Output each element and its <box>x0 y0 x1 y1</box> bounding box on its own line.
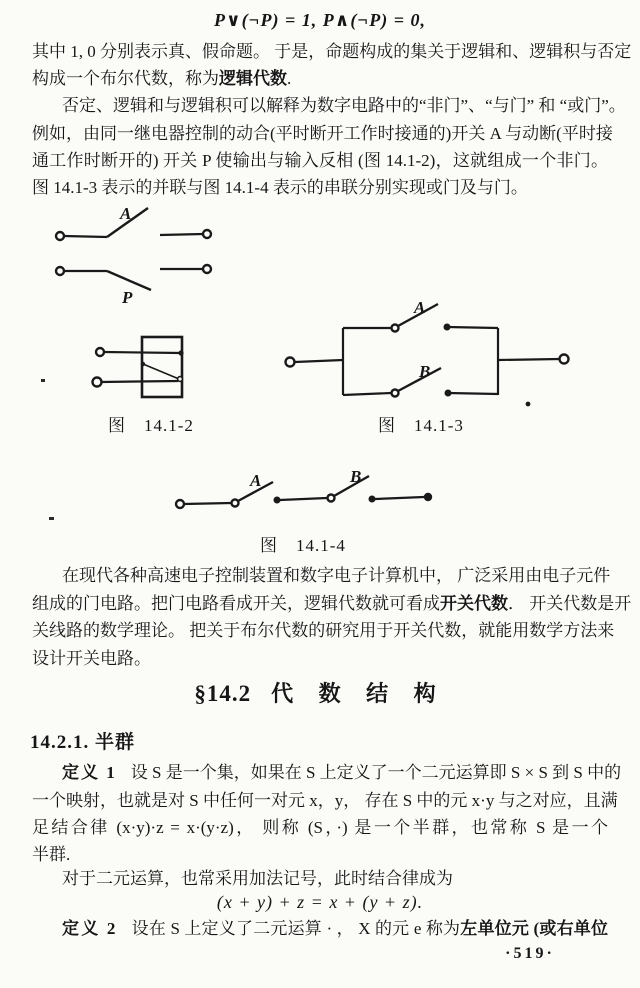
figure-relay-not-gate-diagram <box>50 198 270 408</box>
term-logic-algebra: 逻辑代数 <box>219 69 287 88</box>
switch-p-normally-closed <box>56 265 211 307</box>
series-output-wire <box>369 493 433 503</box>
definition-1-line-3: 足结合律 (x·y)·z = x·(y·z)， 则称 (S，·) 是一个半群，也常称 S 是一个 <box>32 818 608 837</box>
paragraph-3-line-2-tail: ． 开关代数是开 <box>508 594 632 613</box>
formula-complement-laws: P∨(¬P) = 1, P∧(¬P) = 0, <box>213 10 427 30</box>
definition-2-line-1 <box>32 917 608 943</box>
figure-parallel-or-gate-diagram <box>280 280 580 415</box>
branch-switch-a <box>343 298 498 332</box>
paragraph-1-line-1: 其中 1, 0 分别表示真、假命题。 于是，命题构成的集关于逻辑和、逻辑积与否定 <box>32 42 632 61</box>
paragraph-1-line-2-period: . <box>287 69 292 88</box>
figure-series-and-gate-diagram <box>160 462 470 522</box>
paragraph-3-line-3: 关线路的数学理论。 把关于布尔代数的研究用于开关代数，就能用数学方法来 <box>32 621 615 640</box>
scan-speck <box>41 379 45 382</box>
figure-4-caption: 图 14.1-4 <box>260 536 346 555</box>
definition-1-line-4: 半群. <box>32 845 71 864</box>
paragraph-2-line-3: 通工作时断开的) 开关 P 使输出与输入反相 (图 14.1-2)，这就组成一个非门。 <box>32 151 608 170</box>
switch-a-label: A <box>250 471 262 490</box>
switch-a-label: A <box>120 204 132 223</box>
paragraph-2-line-2: 例如，由同一继电器控制的动合(平时断开工作时接通的)开关 A 与动断(平时接 <box>32 124 613 143</box>
paragraph-3-line-4: 设计开关电路。 <box>32 649 151 668</box>
page-number: ·519· <box>505 945 555 962</box>
switch-p-label: P <box>122 288 133 307</box>
definition-2-label: 定义 2 <box>62 919 118 938</box>
section-heading <box>0 677 640 708</box>
definition-1-line-2: 一个映射，也就是对 S 中任何一对元 x，y， 存在 S 中的元 x·y 与之对应，且满 <box>32 791 618 810</box>
branch-switch-b <box>343 362 498 397</box>
switch-a-label: A <box>414 298 426 317</box>
paragraph-2-line-4: 图 14.1-3 表示的并联与图 14.1-4 表示的串联分别实现或门及与门。 <box>32 178 528 197</box>
figure-2-caption: 图 14.1-2 <box>108 416 194 435</box>
scan-speck <box>526 402 531 407</box>
paragraph-3-line-1: 在现代各种高速电子控制装置和数字电子计算机中， 广泛采用由电子元件 <box>62 566 611 585</box>
definition-1-line-1 <box>32 761 622 787</box>
switch-b-label: B <box>419 362 431 381</box>
subsection-heading: 14.2.1. 半群 <box>30 732 136 753</box>
scan-speck <box>49 517 54 520</box>
paragraph-1-line-2-text: 构成一个布尔代数，称为 <box>32 69 219 88</box>
paragraph-3-line-2-text: 组成的门电路。把门电路看成开关，逻辑代数就可看成 <box>32 594 440 613</box>
figure-3-caption: 图 14.1-3 <box>378 416 464 435</box>
term-left-identity: 左单位元 (或右单位 <box>460 919 609 938</box>
section-number: §14.2 <box>194 681 252 706</box>
series-switch-b <box>274 467 370 504</box>
definition-1-label: 定义 1 <box>62 763 117 782</box>
paragraph-1-line-2 <box>32 67 608 93</box>
switch-b-label: B <box>350 467 362 486</box>
definition-2-line-1-text: 设在 S 上定义了二元运算 · ， X 的元 e 称为 <box>131 919 461 938</box>
section-title: 代 数 结 构 <box>271 681 446 706</box>
paragraph-3-line-2 <box>32 592 632 618</box>
paragraph-2-line-1: 否定、逻辑和与逻辑积可以解释为数字电路中的“非门”、“与门” 和 “或门”。 <box>62 96 626 115</box>
switch-a-normally-open <box>56 204 211 240</box>
formula-additive-associativity: (x + y) + z = x + (y + z). <box>216 892 424 912</box>
relay-coil-box <box>93 337 184 397</box>
definition-1-line-1-text: 设 S 是一个集，如果在 S 上定义了一个二元运算即 S × S 到 S 中的 <box>130 763 622 782</box>
series-switch-a <box>176 471 273 508</box>
paragraph-4-line-1: 对于二元运算，也常采用加法记号，此时结合律成为 <box>62 869 453 888</box>
term-switching-algebra: 开关代数 <box>440 594 508 613</box>
